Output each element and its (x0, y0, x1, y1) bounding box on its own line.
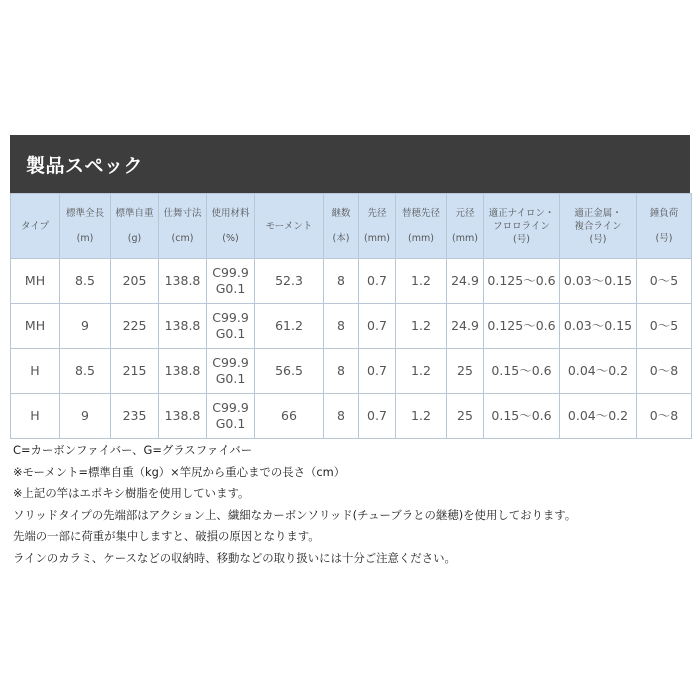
column-header-material (207, 194, 255, 259)
column-header-label: 錘負荷 (649, 208, 679, 219)
column-header-label: (本) (332, 233, 350, 244)
cell-alt_tip: 1.2 (396, 349, 447, 394)
column-header-weight (111, 194, 159, 259)
column-header-label: (%) (222, 233, 239, 244)
cell-moment: 61.2 (255, 304, 324, 349)
column-header-metal (560, 194, 637, 259)
column-header-label: 元径 (455, 208, 475, 219)
column-header-label: 先径 (367, 208, 387, 219)
column-header-type (11, 194, 60, 259)
cell-material (207, 394, 255, 439)
cell-tip: 0.7 (359, 259, 396, 304)
cell-material-line: G0.1 (215, 371, 246, 386)
cell-sinker: 0～5 (637, 259, 692, 304)
cell-nylon: 0.15～0.6 (484, 394, 560, 439)
cell-pieces: 8 (324, 394, 359, 439)
cell-moment: 56.5 (255, 349, 324, 394)
column-header-label: タイプ (20, 220, 50, 232)
cell-type: H (11, 349, 60, 394)
column-header-label: 適正ナイロン・ (488, 207, 555, 219)
cell-closed: 138.8 (159, 304, 207, 349)
column-header-label: 使用材料 (211, 208, 250, 219)
column-header-label: (cm) (171, 233, 194, 244)
cell-type: H (11, 394, 60, 439)
column-header-label: (mm) (364, 233, 390, 244)
cell-nylon: 0.15～0.6 (484, 349, 560, 394)
column-header-label: モーメント (265, 220, 313, 232)
cell-base: 25 (447, 394, 484, 439)
cell-weight: 205 (111, 259, 159, 304)
table-row (11, 304, 692, 349)
cell-weight: 225 (111, 304, 159, 349)
cell-sinker: 0～8 (637, 394, 692, 439)
cell-material (207, 304, 255, 349)
cell-alt_tip: 1.2 (396, 259, 447, 304)
column-header-moment (255, 194, 324, 259)
cell-nylon: 0.125～0.6 (484, 259, 560, 304)
cell-metal: 0.03～0.15 (560, 259, 637, 304)
cell-sinker: 0～5 (637, 304, 692, 349)
cell-weight: 235 (111, 394, 159, 439)
column-header-label: (号) (655, 233, 673, 244)
table-row (11, 259, 692, 304)
cell-sinker: 0～8 (637, 349, 692, 394)
spec-notes (13, 440, 693, 570)
cell-tip: 0.7 (359, 394, 396, 439)
product-spec-panel (10, 135, 690, 439)
column-header-length (60, 194, 111, 259)
note-line: 先端の一部に荷重が集中しますと、破損の原因となります。 (13, 529, 320, 544)
cell-tip: 0.7 (359, 349, 396, 394)
column-header-closed (159, 194, 207, 259)
cell-length: 9 (60, 394, 111, 439)
cell-base: 24.9 (447, 304, 484, 349)
spec-table (10, 193, 692, 439)
column-header-alt_tip (396, 194, 447, 259)
column-header-tip (359, 194, 396, 259)
cell-moment: 52.3 (255, 259, 324, 304)
column-header-label: (号) (589, 233, 607, 245)
cell-pieces: 8 (324, 349, 359, 394)
cell-pieces: 8 (324, 259, 359, 304)
column-header-label: (g) (127, 233, 142, 244)
column-header-label: 標準全長 (65, 208, 104, 219)
column-header-label: フロロライン (493, 220, 550, 232)
cell-nylon: 0.125～0.6 (484, 304, 560, 349)
cell-metal: 0.03～0.15 (560, 304, 637, 349)
column-header-label: (mm) (452, 233, 478, 244)
cell-length: 8.5 (60, 349, 111, 394)
table-row (11, 349, 692, 394)
cell-metal: 0.04～0.2 (560, 349, 637, 394)
spec-table-header-row (11, 194, 692, 259)
cell-metal: 0.04～0.2 (560, 394, 637, 439)
column-header-sinker (637, 194, 692, 259)
cell-moment: 66 (255, 394, 324, 439)
cell-material-line: G0.1 (215, 326, 246, 341)
spec-title: 製品スペック (26, 154, 144, 177)
column-header-label: 適正金属・ (574, 207, 622, 219)
cell-closed: 138.8 (159, 349, 207, 394)
column-header-label: (号) (513, 233, 530, 245)
cell-material-line: C99.9 (212, 265, 249, 280)
cell-material-line: C99.9 (212, 355, 249, 370)
cell-base: 24.9 (447, 259, 484, 304)
cell-material-line: G0.1 (215, 281, 246, 296)
note-line: ※上記の竿はエポキシ樹脂を使用しています。 (13, 486, 250, 501)
column-header-pieces (324, 194, 359, 259)
cell-pieces: 8 (324, 304, 359, 349)
column-header-label: 仕舞寸法 (163, 208, 202, 219)
spec-table-body (11, 259, 692, 439)
cell-base: 25 (447, 349, 484, 394)
cell-length: 9 (60, 304, 111, 349)
cell-length: 8.5 (60, 259, 111, 304)
column-header-label: 標準自重 (115, 208, 154, 219)
cell-type: MH (11, 259, 60, 304)
cell-material (207, 349, 255, 394)
cell-alt_tip: 1.2 (396, 304, 447, 349)
column-header-label: 替穂先径 (401, 208, 440, 219)
table-row (11, 394, 692, 439)
cell-closed: 138.8 (159, 394, 207, 439)
column-header-label: (mm) (408, 233, 434, 244)
column-header-label: 複合ライン (574, 220, 622, 232)
cell-weight: 215 (111, 349, 159, 394)
column-header-base (447, 194, 484, 259)
cell-material-line: G0.1 (215, 416, 246, 431)
cell-closed: 138.8 (159, 259, 207, 304)
cell-material-line: C99.9 (212, 400, 249, 415)
spec-title-bar (10, 135, 690, 193)
cell-material-line: C99.9 (212, 310, 249, 325)
cell-tip: 0.7 (359, 304, 396, 349)
column-header-label: (m) (76, 233, 94, 244)
cell-type: MH (11, 304, 60, 349)
note-line: ソリッドタイプの先端部はアクション上、繊細なカーボンソリッド(チューブラとの継穂)を使用しております。 (13, 507, 577, 522)
note-line: C=カーボンファイバー、G=グラスファイバー (13, 443, 253, 457)
cell-material (207, 259, 255, 304)
note-line: ※モーメント=標準自重（kg）×竿尻から重心までの長さ（cm） (13, 464, 346, 479)
column-header-label: 継数 (331, 208, 351, 219)
note-line: ラインのカラミ、ケースなどの収納時、移動などの取り扱いには十分ご注意ください。 (13, 550, 456, 565)
column-header-nylon (484, 194, 560, 259)
cell-alt_tip: 1.2 (396, 394, 447, 439)
